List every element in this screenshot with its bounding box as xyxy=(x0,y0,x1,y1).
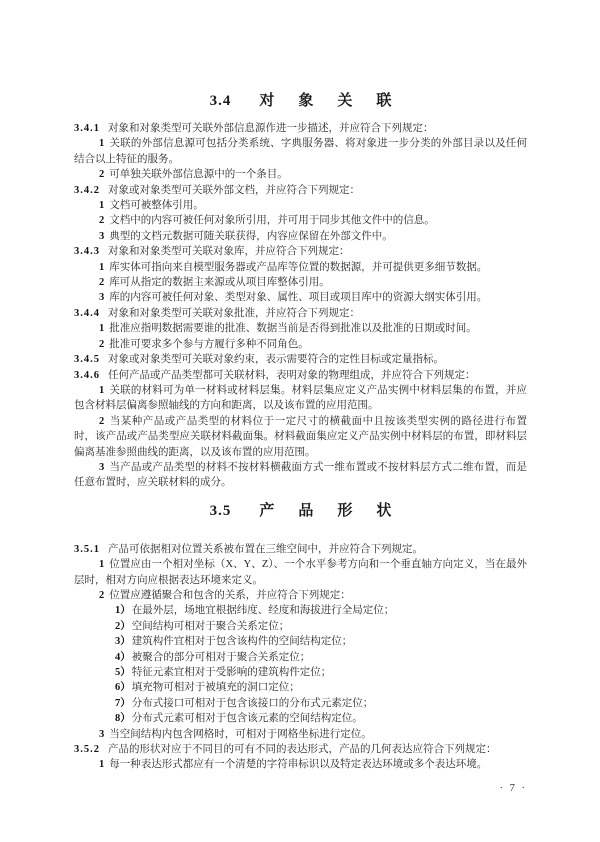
item-number: 1 xyxy=(99,138,105,150)
subitem-paragraph xyxy=(74,634,527,649)
clause-number: 3.4.1 xyxy=(74,123,100,134)
item-number: 2 xyxy=(99,589,105,601)
item-number: 1 xyxy=(99,559,105,571)
subitem-number: 2） xyxy=(115,620,131,632)
item-text: 库实体可指向来自模型服务器或产品库等位置的数据源，并可提供更多细节数据。 xyxy=(109,261,488,273)
item-text: 库的内容可被任何对象、类型对象、属性、项目或项目库中的资源大纲实体引用。 xyxy=(109,292,488,304)
clause-text: 对象和对象类型可关联对象批准，并应符合下列规定： xyxy=(108,307,360,319)
clause-number: 3.5.2 xyxy=(74,744,100,756)
item-paragraph xyxy=(74,757,527,772)
clause-paragraph xyxy=(74,352,527,367)
clause-number: 3.4.5 xyxy=(74,354,100,366)
clause-paragraph xyxy=(74,368,527,383)
item-text: 文档中的内容可被任何对象所引用，并可用于同步其他文件中的信息。 xyxy=(109,215,435,227)
section-number: 3.5 xyxy=(209,502,232,519)
clause-number: 3.4.6 xyxy=(74,369,100,381)
clause-text: 对象或对象类型可关联对象约束，表示需要符合的定性目标或定量指标。 xyxy=(108,354,444,366)
item-text: 典型的文档元数据可随关联获得，内容应保留在外部文件中。 xyxy=(109,230,393,242)
item-paragraph xyxy=(74,588,527,603)
item-number: 1 xyxy=(99,261,105,273)
item-text: 库可从指定的数据主来源或从项目库整体引用。 xyxy=(109,277,330,289)
item-number: 2 xyxy=(99,169,105,181)
clause-number: 3.4.4 xyxy=(74,307,100,319)
subitem-number: 3） xyxy=(115,636,131,648)
item-paragraph xyxy=(74,414,527,460)
item-number: 1 xyxy=(99,759,105,771)
item-paragraph xyxy=(74,260,527,275)
section-title: 对象关联 xyxy=(259,93,416,109)
item-text: 当空间结构内包含网格时，可相对于网格坐标进行定位。 xyxy=(109,728,372,740)
subitem-number: 4） xyxy=(115,651,131,663)
item-number: 2 xyxy=(99,277,105,289)
subitem-paragraph xyxy=(74,711,527,726)
subitem-number: 7） xyxy=(115,697,131,709)
page-number: · 7 · xyxy=(499,783,527,794)
item-number: 3 xyxy=(99,292,105,304)
item-text: 位置应遵循聚合和包含的关系，并应符合下列规定： xyxy=(109,589,351,601)
item-paragraph xyxy=(74,727,527,742)
subitem-text: 分布式元素可相对于包含该元素的空间结构定位。 xyxy=(131,713,363,725)
subitem-paragraph xyxy=(74,603,527,618)
item-paragraph xyxy=(74,198,527,213)
section-3-5 xyxy=(74,503,527,773)
subitem-text: 填充物可相对于被填充的洞口定位； xyxy=(131,682,300,694)
clause-text: 任何产品或产品类型都可关联材料，表明对象的物理组成，并应符合下列规定： xyxy=(108,369,476,381)
item-paragraph xyxy=(74,167,527,182)
clause-text: 产品可依据相对位置关系被布置在三维空间中，并应符合下列规定。 xyxy=(108,543,423,555)
item-number: 3 xyxy=(99,728,105,740)
item-number: 1 xyxy=(99,200,105,212)
item-paragraph xyxy=(74,321,527,336)
item-text: 批准应指明数据需要谁的批准、数据当前是否得到批准以及批准的日期或时间。 xyxy=(109,323,477,335)
section-title: 产品形状 xyxy=(259,502,416,519)
item-paragraph xyxy=(74,136,527,167)
clause-text: 对象和对象类型可关联外部信息源作进一步描述，并应符合下列规定： xyxy=(108,123,434,134)
item-number: 1 xyxy=(99,323,105,335)
item-text: 批准可要求多个参与方履行多种不同角色。 xyxy=(109,338,309,350)
item-paragraph xyxy=(74,460,527,491)
subitem-paragraph xyxy=(74,619,527,634)
item-paragraph xyxy=(74,383,527,414)
clause-text: 产品的形状对应于不同目的可有不同的表达形式，产品的几何表达应符合下列规定： xyxy=(108,744,497,756)
item-number: 2 xyxy=(99,338,105,350)
subitem-text: 空间结构可相对于聚合关系定位； xyxy=(131,620,290,632)
item-text: 当某种产品或产品类型的材料位于一定尺寸的横截面中且按该类型实例的路径进行布置时，该产品或产品类型应关联材料截面集。材料截面集应定义产品实例中材料层的布置，即材料层偏离基准参照曲线的距离，以及该布置的应用范围。 xyxy=(74,415,527,458)
clause-paragraph xyxy=(74,542,527,557)
section-3-4-heading xyxy=(74,93,527,110)
section-3-5-heading xyxy=(74,503,527,520)
subitem-paragraph xyxy=(74,680,527,695)
item-number: 2 xyxy=(99,415,105,427)
subitem-text: 特征元素宜相对于受影响的建筑构件定位； xyxy=(131,667,332,678)
subitem-number: 1） xyxy=(115,605,131,617)
subitem-paragraph xyxy=(74,650,527,665)
subitem-text: 被聚合的部分可相对于聚合关系定位； xyxy=(131,651,311,663)
item-text: 关联的材料可为单一材料或材料层集。材料层集应定义产品实例中材料层集的布置，并应包含材料层偏离参照轴线的方向和距离，以及该布置的应用范围。 xyxy=(74,384,527,412)
item-paragraph xyxy=(74,337,527,352)
item-text: 当产品或产品类型的材料不按材料横截面方式一维布置或不按材料层方式二维布置，而是任意布置时，应关联材料的成分。 xyxy=(74,461,527,489)
subitem-text: 分布式接口可相对于包含该接口的分布式元素定位； xyxy=(131,697,374,709)
item-number: 2 xyxy=(99,215,105,227)
subitem-paragraph xyxy=(74,665,527,680)
item-text: 位置应由一个相对坐标（X、Y、Z）、一个水平参考方向和一个垂直轴方向定义，当在最外层时，相对方向应根据表达环境来定义。 xyxy=(74,559,527,586)
clause-paragraph xyxy=(74,121,527,136)
clause-text: 对象和对象类型可关联对象库，并应符合下列规定： xyxy=(108,246,350,258)
subitem-paragraph xyxy=(74,696,527,711)
item-paragraph xyxy=(74,275,527,290)
clause-paragraph xyxy=(74,183,527,198)
clause-paragraph xyxy=(74,306,527,321)
item-text: 可单独关联外部信息源中的一个条目。 xyxy=(109,169,288,181)
subitem-text: 在最外层，场地宜根据纬度、经度和海拔进行全局定位； xyxy=(131,605,395,617)
item-number: 1 xyxy=(99,384,105,396)
item-paragraph xyxy=(74,557,527,588)
item-paragraph xyxy=(74,290,527,305)
subitem-number: 6） xyxy=(115,682,131,694)
clause-number: 3.4.3 xyxy=(74,246,100,258)
item-text: 文档可被整体引用。 xyxy=(109,200,204,212)
clause-number: 3.5.1 xyxy=(74,543,100,555)
item-paragraph xyxy=(74,213,527,228)
clause-paragraph xyxy=(74,742,527,757)
item-number: 3 xyxy=(99,230,105,242)
clause-text: 对象或对象类型可关联外部文档，并应符合下列规定： xyxy=(108,184,360,196)
item-text: 每一种表达形式都应有一个清楚的字符串标识以及特定表达环境或多个表达环境。 xyxy=(109,759,488,771)
clause-number: 3.4.2 xyxy=(74,184,100,196)
subitem-number: 5） xyxy=(115,667,131,678)
clause-paragraph xyxy=(74,244,527,259)
subitem-number: 8） xyxy=(115,713,131,725)
item-number: 3 xyxy=(99,461,105,473)
subitem-text: 建筑构件宜相对于包含该构件的空间结构定位； xyxy=(131,636,353,648)
item-text: 关联的外部信息源可包括分类系统、字典服务器、将对象进一步分类的外部目录以及任何结合以上特征的服务。 xyxy=(74,138,527,165)
section-3-4 xyxy=(74,93,527,491)
item-paragraph xyxy=(74,229,527,244)
section-number: 3.4 xyxy=(209,93,232,109)
